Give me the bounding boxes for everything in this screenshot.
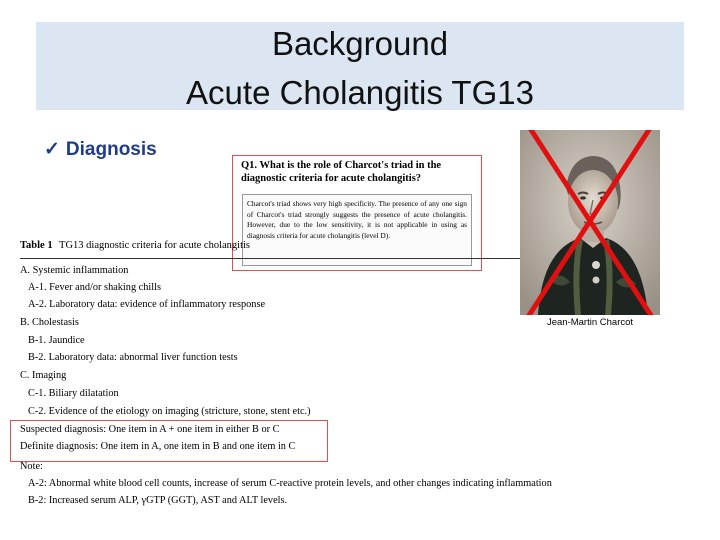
slide-title-line2: Acute Cholangitis TG13 xyxy=(186,74,534,111)
charcot-portrait xyxy=(520,130,660,315)
bullet-diagnosis xyxy=(44,138,157,161)
table-row: C-2. Evidence of the etiology on imaging (stricture, stone, stent etc.) xyxy=(28,406,311,417)
answer-text: Charcot's triad shows very high specificity. The presence of any one sign of Charcot's triad strongly suggests the presence of acute cholangitis. However, due to the low sensitivity, it is not applicable in using as diagnosis criteria for acute cholangitis (level D). xyxy=(247,199,467,240)
table-row: B. Cholestasis xyxy=(20,317,79,328)
table-note: A-2: Abnormal white blood cell counts, increase of serum C-reactive protein levels, and other changes indicating inflammation xyxy=(28,478,552,489)
table-label: Table 1 xyxy=(20,240,53,251)
table-row: A-2. Laboratory data: evidence of inflammatory response xyxy=(28,299,266,310)
table-row-definite: Definite diagnosis: One item in A, one item in B and one item in C xyxy=(20,441,296,452)
table-row: B-1. Jaundice xyxy=(28,335,85,346)
portrait-caption: Jean-Martin Charcot xyxy=(546,317,634,328)
table-note-label: Note: xyxy=(20,461,43,472)
table-note: B-2: Increased serum ALP, γGTP (GGT), AST and ALT levels. xyxy=(28,495,288,506)
table-rule xyxy=(20,258,520,259)
table-row: C-1. Biliary dilatation xyxy=(28,388,119,399)
slide-title-line1: Background xyxy=(271,25,449,62)
answer-box xyxy=(242,194,472,266)
checkmark-icon: ✓ xyxy=(44,139,60,160)
table-row: A. Systemic inflammation xyxy=(20,265,129,276)
table-row: C. Imaging xyxy=(20,370,67,381)
table-caption xyxy=(20,240,250,251)
table-row-suspected: Suspected diagnosis: One item in A + one item in either B or C xyxy=(20,424,280,435)
table-row: A-1. Fever and/or shaking chills xyxy=(28,282,161,293)
question-box xyxy=(232,155,482,271)
table-caption-text: TG13 diagnostic criteria for acute cholangitis xyxy=(59,240,251,251)
bullet-label: Diagnosis xyxy=(65,139,157,160)
table-row: B-2. Laboratory data: abnormal liver function tests xyxy=(28,352,238,363)
question-heading: Q1. What is the role of Charcot's triad in the diagnostic criteria for acute cholangitis? xyxy=(241,160,442,184)
